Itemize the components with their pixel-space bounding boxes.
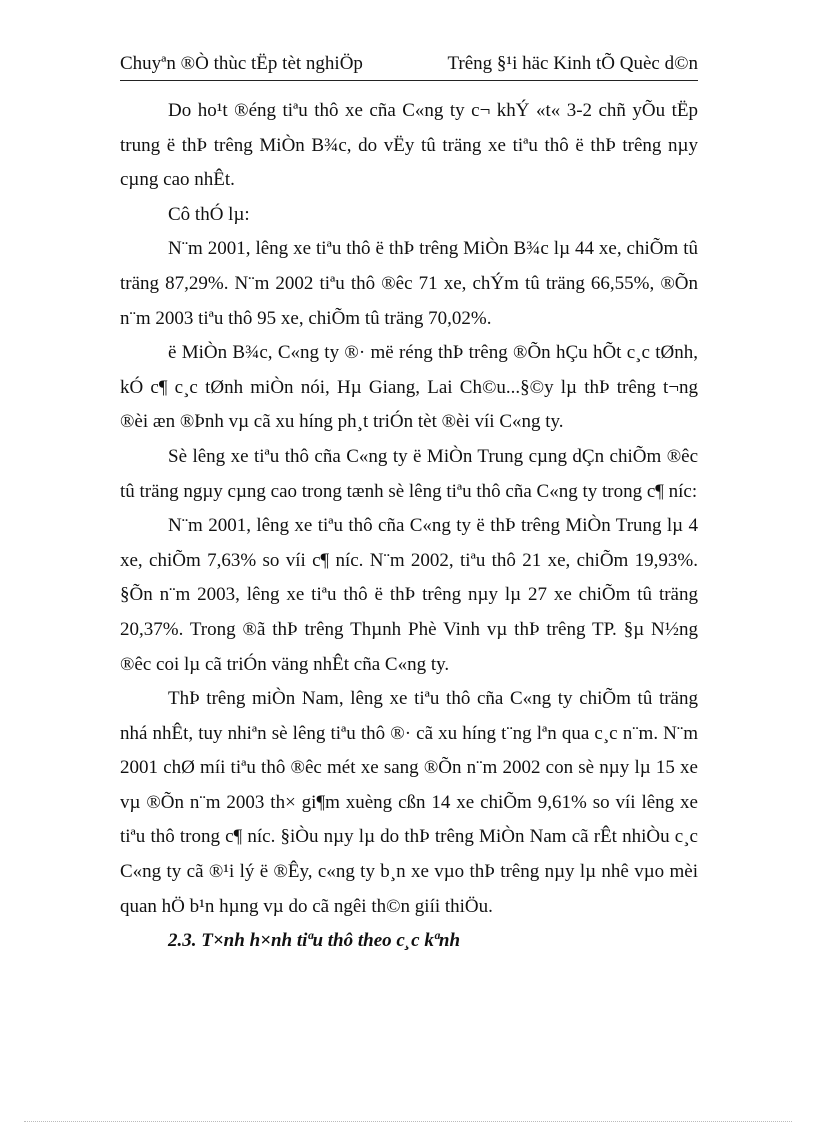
section-heading: 2.3. T×nh h×nh tiªu thô theo c¸c kªnh xyxy=(168,930,461,952)
page-bottom-divider xyxy=(24,1121,792,1122)
paragraph: N¨m 2001, lêng xe tiªu thô cña C«ng ty ë thÞ trêng MiÒn Trung lµ 4 xe, chiÕm 7,63% so víi c¶ níc. N¨m 2002, tiªu thô 21 xe, chiÕm 19,93%. §Õn n¨m 2003, lêng xe tiªu thô ë thÞ trêng nµy lµ 27 xe chiÕm tû träng 20,37%. Trong ®ã thÞ trêng Thµnh Phè Vinh vµ thÞ trêng TP. §µ N½ng ®êc coi lµ cã triÓn väng nhÊt cña C«ng ty. xyxy=(120,515,698,675)
paragraph: Do ho¹t ®éng tiªu thô xe cña C«ng ty c¬ khÝ «t« 3-2 chñ yÕu tËp trung ë thÞ trêng MiÒn B¾c, do vËy tû träng xe tiªu thô ë thÞ trêng nµy cµng cao nhÊt. xyxy=(120,100,698,191)
header-report-title: Chuyªn ®Ò thùc tËp tèt nghiÖp xyxy=(120,53,363,74)
page-header xyxy=(120,52,698,81)
document-body xyxy=(120,94,698,959)
paragraph: ThÞ trêng miÒn Nam, lêng xe tiªu thô cña C«ng ty chiÕm tû träng nhá nhÊt, tuy nhiªn sè lêng tiªu thô ®· cã xu híng t¨ng lªn qua c¸c n¨m. N¨m 2001 chØ míi tiªu thô ®êc mét xe sang ®Õn n¨m 2002 con sè nµy lµ 15 xe vµ ®Õn n¨m 2003 th× gi¶m xuèng cßn 14 xe chiÕm 9,61% so víi lêng xe tiªu thô trong c¶ níc. §iÒu nµy lµ do thÞ trêng MiÒn Nam cã rÊt nhiÒu c¸c C«ng ty cã ®¹i lý ë ®Êy, c«ng ty b¸n xe vµo thÞ trêng nµy lµ nhê vµo mèi quan hÖ b¹n hµng vµ do cã ngêi th©n giíi thiÖu. xyxy=(120,688,698,917)
paragraph: Sè lêng xe tiªu thô cña C«ng ty ë MiÒn Trung cµng dÇn chiÕm ®êc tû träng ngµy cµng cao trong tænh sè lêng tiªu thô cña C«ng ty trong c¶ níc: xyxy=(120,445,698,502)
paragraph: ë MiÒn B¾c, C«ng ty ®· më réng thÞ trêng ®Õn hÇu hÕt c¸c tØnh, kÓ c¶ c¸c tØnh miÒn nói, Hµ Giang, Lai Ch©u...§©y lµ thÞ trêng t¬ng ®èi æn ®Þnh vµ cã xu híng ph¸t triÓn tèt ®èi víi C«ng ty. xyxy=(120,342,698,433)
paragraph: Cô thÓ lµ: xyxy=(168,203,250,225)
paragraph: N¨m 2001, lêng xe tiªu thô ë thÞ trêng MiÒn B¾c lµ 44 xe, chiÕm tû träng 87,29%. N¨m 2002 tiªu thô ®êc 71 xe, chÝm tû träng 66,55%, ®Õn n¨m 2003 tiªu thô 95 xe, chiÕm tû träng 70,02%. xyxy=(120,238,698,329)
header-university-name: Trêng §¹i häc Kinh tÕ Quèc d©n xyxy=(447,53,698,74)
